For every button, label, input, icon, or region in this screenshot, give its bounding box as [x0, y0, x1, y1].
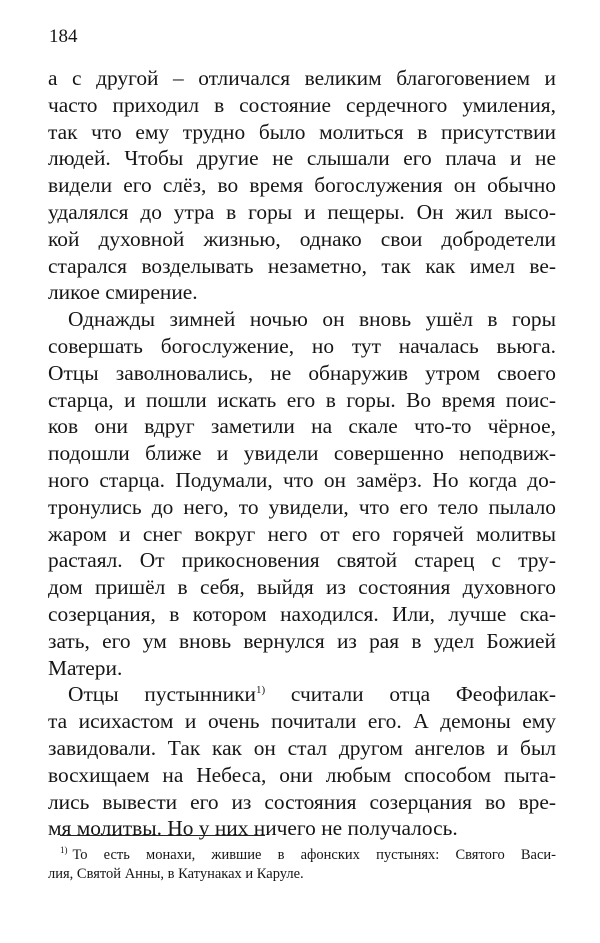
text-line: а с другой – отличался великим благоговением и	[48, 66, 556, 90]
text-line: старца, и пошли искать его в горы. Во время поис-	[48, 387, 556, 412]
text-line: кой духовной жизнью, однако свои добродетели	[48, 226, 556, 251]
text-line: удалялся до утра в горы и пещеры. Он жил высо-	[48, 199, 556, 224]
text-line: старался возделывать незаметно, так как имел ве-	[48, 253, 556, 278]
footnote	[48, 846, 556, 884]
text-line: Матери.	[48, 655, 123, 680]
text-line: завидовали. Так как он стал другом ангелов и был	[48, 735, 556, 760]
text-line: ликое смирение.	[48, 280, 198, 305]
footnote-line: лия, Святой Анны, в Катунаках и Каруле.	[48, 866, 304, 882]
text-line: жаром и снег вокруг него от его горячей молитвы	[48, 521, 556, 546]
text-line: растаял. От прикосновения святой старец с тру-	[48, 548, 556, 573]
text-segment: считали отца Феофилак-	[265, 682, 556, 707]
footnote-line	[48, 846, 556, 865]
text-segment: Отцы пустынники	[68, 682, 256, 707]
footnote-ref[interactable]: 1)	[255, 684, 266, 697]
page-number: 184	[49, 26, 78, 47]
text-line: та исихастом и очень почитали его. А демоны ему	[48, 709, 556, 734]
text-line: дом пришёл в себя, выйдя из состояния духовного	[48, 575, 556, 600]
text-line: Однажды зимней ночью он вновь ушёл в горы	[68, 307, 556, 332]
text-line: мя молитвы. Но у них ничего не получалось.	[48, 816, 458, 841]
text-line: созерцания, в котором находился. Или, лучше ска-	[48, 601, 556, 626]
footnote-divider	[60, 835, 265, 836]
text-line: ков они вдруг заметили на скале что-то чёрное,	[48, 414, 556, 439]
text-line: тронулись до него, то увидели, что его тело пылало	[48, 494, 556, 519]
text-line: лись вывести его из состояния созерцания во вре-	[48, 789, 556, 814]
text-line: подошли ближе и увидели совершенно неподвиж-	[48, 441, 556, 466]
text-line: так что ему трудно было молиться в присутствии	[48, 119, 556, 144]
text-line: восхищаем на Небеса, они любым способом пыта-	[48, 762, 556, 787]
text-line: Отцы заволновались, не обнаружив утром своего	[48, 360, 556, 385]
text-line: часто приходил в состояние сердечного умиления,	[48, 92, 556, 117]
text-line: людей. Чтобы другие не слышали его плача и не	[48, 146, 556, 171]
text-line: зать, его ум вновь вернулся из рая в удел Божией	[48, 628, 556, 653]
text-line-with-footnote-ref	[48, 681, 556, 708]
text-line: видели его слёз, во время богослужения он обычно	[48, 173, 556, 198]
text-line: ного старца. Подумали, что он замёрз. Но когда до-	[48, 467, 556, 492]
footnote-text: То есть монахи, жившие в афонских пустынях: Святого Васи-	[72, 847, 556, 863]
body-text	[48, 65, 556, 842]
text-line: совершать богослужение, но тут началась вьюга.	[48, 333, 556, 358]
footnote-mark: 1)	[60, 845, 68, 855]
